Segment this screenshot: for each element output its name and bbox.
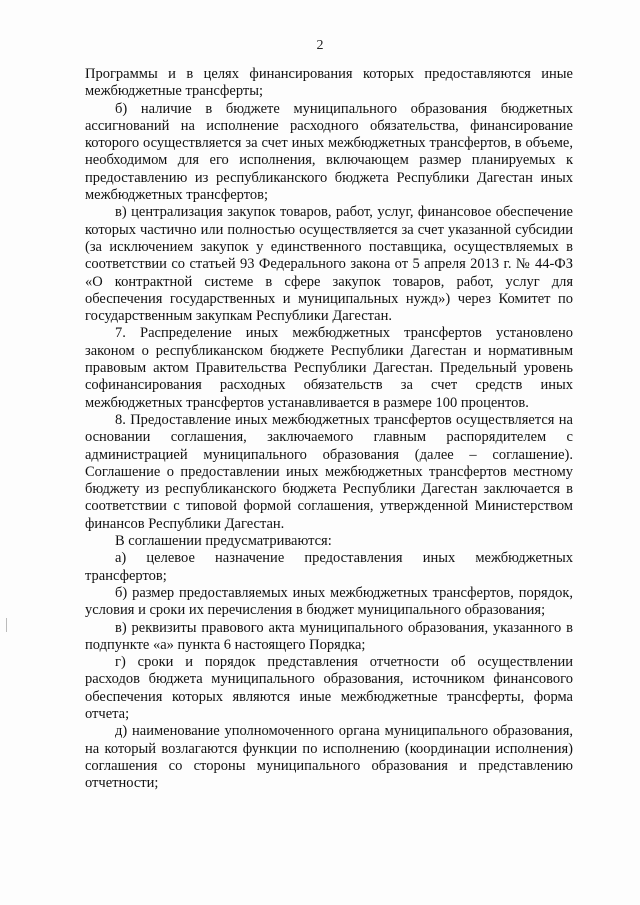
- paragraph-item-b: б) наличие в бюджете муниципального образования бюджетных ассигнований на исполнение расходного обязательства, финансирование которого осуществляется за счет иных межбюджетных трансфертов, в объеме, необходимом для его исполнения, включающем размер планируемых к предоставлению из республиканского бюджета Республики Дагестан иных межбюджетных трансфертов;: [85, 100, 573, 204]
- paragraph-agreement-g: г) сроки и порядок представления отчетности об осуществлении расходов бюджета муниципального образования, источником финансового обеспечения которых являются иные межбюджетные трансферты, форма отчета;: [85, 654, 573, 722]
- scan-mark: [6, 618, 7, 632]
- paragraph-agreement-b: б) размер предоставляемых иных межбюджетных трансфертов, порядок, условия и сроки их перечисления в бюджет муниципального образования;: [85, 584, 573, 619]
- paragraph-continuation: Программы и в целях финансирования которых предоставляются иные межбюджетные трансферты;: [85, 66, 573, 100]
- document-body: [85, 66, 573, 792]
- paragraph-agreement-intro: В соглашении предусматриваются:: [115, 533, 332, 550]
- paragraph-8: 8. Предоставление иных межбюджетных трансфертов осуществляется на основании соглашения, заключаемого главным распорядителем с администрацией муниципального образования (далее – соглашение). Соглашение о предоставлении иных межбюджетных трансфертов местному бюджету из республиканского бюджета Республики Дагестан заключается в соответствии с типовой формой соглашения, утвержденной Министерством финансов Республики Дагестан.: [85, 411, 573, 532]
- paragraph-item-v: в) централизация закупок товаров, работ, услуг, финансовое обеспечение которых частично или полностью осуществляется за счет указанной субсидии (за исключением закупок у единственного поставщика, осуществляемых в соответствии со статьей 93 Федерального закона от 5 апреля 2013 г. № 44-ФЗ «О контрактной системе в сфере закупок товаров, работ, услуг для обеспечения государственных и муниципальных нужд») через Комитет по государственным закупкам Республики Дагестан.: [85, 204, 573, 325]
- page-number: 2: [316, 38, 324, 53]
- paragraph-agreement-d: д) наименование уполномоченного органа муниципального образования, на который возлагаются функции по исполнению (координации исполнения) соглашения со стороны муниципального образования и представлению отчетности;: [85, 723, 573, 792]
- paragraph-7: 7. Распределение иных межбюджетных трансфертов установлено законом о республиканском бюджете Республики Дагестан и нормативным правовым актом Правительства Республики Дагестан. Предельный уровень софинансирования расходных обязательств за счет средств иных межбюджетных трансфертов устанавливается в размере 100 процентов.: [85, 325, 573, 411]
- paragraph-agreement-v: в) реквизиты правового акта муниципального образования, указанного в подпункте «а» пункта 6 настоящего Порядка;: [85, 619, 573, 653]
- paragraph-agreement-a: а) целевое назначение предоставления иных межбюджетных трансфертов;: [85, 550, 573, 584]
